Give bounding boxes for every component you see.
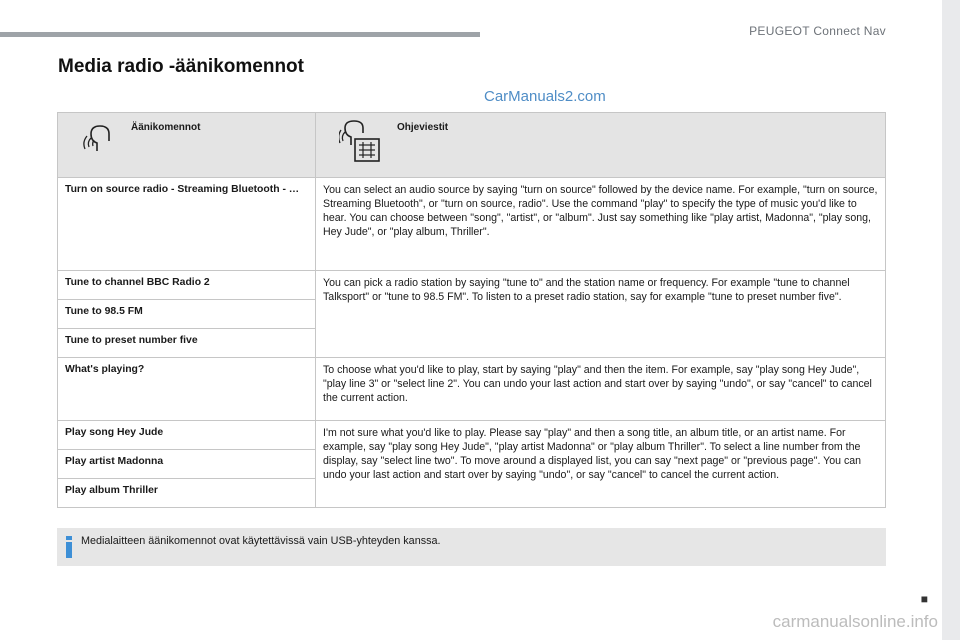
- table-row: [58, 358, 886, 421]
- command-cell: Tune to channel BBC Radio 2: [58, 271, 316, 300]
- table-header-row: [58, 113, 886, 178]
- footer-watermark: carmanualsonline.info: [772, 612, 938, 631]
- voice-command-icon: [83, 123, 119, 155]
- header-messages-label: Ohjeviestit: [397, 122, 449, 133]
- command-cell: What's playing?: [58, 358, 316, 421]
- table-row: [58, 178, 886, 271]
- message-cell: You can select an audio source by saying "turn on source" followed by the device name. For example, "turn on source, Streaming Bluetooth", or "turn on source, radio". Use the command "play" to specify the type of music you'd like to hear. You can choose between "song", "artist", or "album". Just say something like "play artist, Madonna", "play song, Hey Jude", or "play album, Thriller".: [316, 178, 886, 271]
- command-cell: Tune to 98.5 FM: [58, 300, 316, 329]
- command-cell: Play song Hey Jude: [58, 421, 316, 450]
- page-edge-strip: [942, 0, 960, 640]
- header-commands-label: Äänikomennot: [131, 122, 201, 133]
- table-row: [58, 271, 886, 300]
- voice-commands-table: [57, 112, 886, 508]
- info-note: [57, 528, 886, 566]
- message-cell: You can pick a radio station by saying "tune to" and the station name or frequency. For example "tune to channel Talksport" or "tune to 98.5 FM". To listen to a preset radio station, say for example "tune to preset number five".: [316, 271, 886, 358]
- table-row: [58, 421, 886, 450]
- command-cell: Play artist Madonna: [58, 450, 316, 479]
- page-marker: ■: [920, 592, 928, 606]
- command-cell: Play album Thriller: [58, 479, 316, 508]
- voice-screen-icon: [339, 119, 383, 165]
- page-title: Media radio -äänikomennot: [58, 56, 304, 77]
- header-bar: [0, 32, 480, 37]
- header-cell-messages: [316, 113, 886, 178]
- command-cell: Tune to preset number five: [58, 329, 316, 358]
- note-text: Medialaitteen äänikomennot ovat käytettävissä vain USB-yhteyden kanssa.: [81, 535, 441, 547]
- header-cell-commands: [58, 113, 316, 178]
- header-brand: PEUGEOT Connect Nav: [749, 24, 886, 38]
- command-cell: Turn on source radio - Streaming Bluetooth - …: [58, 178, 316, 271]
- watermark-text: CarManuals2.com: [484, 88, 606, 105]
- info-icon: [65, 536, 73, 558]
- message-cell: I'm not sure what you'd like to play. Please say "play" and then a song title, an album title, or an artist name. For example, say "play song Hey Jude", "play artist Madonna" or "play album Thriller". To select a line number from the display, say "select line two". To move around a displayed list, you can say "next page" or "previous page". You can undo your last action and start over by saying "undo", or say "cancel" to cancel the current action.: [316, 421, 886, 508]
- message-cell: To choose what you'd like to play, start by saying "play" and then the item. For example, say "play song Hey Jude", "play line 3" or "select line 2". You can undo your last action and start over by saying "undo", or say "cancel" to cancel the current action.: [316, 358, 886, 421]
